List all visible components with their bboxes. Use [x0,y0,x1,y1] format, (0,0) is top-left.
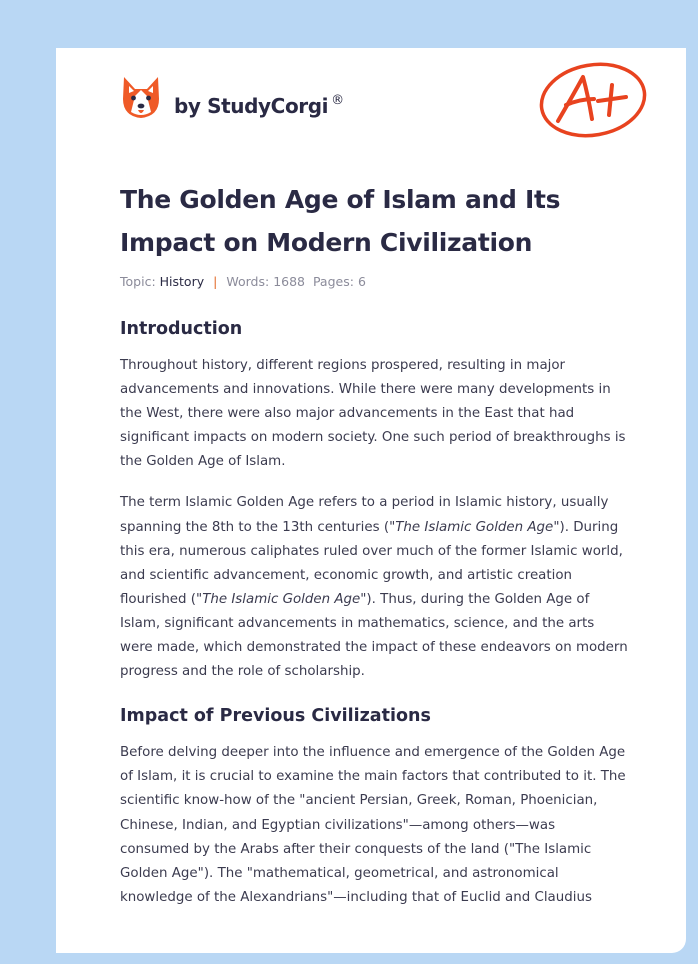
section-heading-introduction: Introduction [120,319,243,339]
essay-meta [120,274,628,289]
pages-label: Pages: [312,274,354,289]
essay-content [120,178,628,910]
corgi-logo-icon[interactable] [120,75,162,121]
pages-count: 6 [357,274,366,289]
registered-mark: ® [331,93,344,108]
document-card [56,48,686,953]
paragraph: The term Islamic Golden Age refers to a period in Islamic history, usually spanning the 8th to the 13th centuries ("The Islamic Golden Age"). During this era, numerous caliphates ruled over much of the former Islamic world, and scientific advancement, economic growth, and artistic creation flourished ("The Islamic Golden Age"). Thus, during the Golden Age of Islam, significant advancements in mathematics, science, and the arts were made, which demonstrated the impact of these endeavors on modern progress and the role of scholarship. [120,495,628,680]
page-header [56,48,686,168]
topic-link[interactable]: History [159,274,205,289]
words-count: 1688 [273,274,305,289]
words-label: Words: [226,274,270,289]
topic-label: Topic: [120,274,156,289]
citation: The Islamic Golden Age [202,591,361,607]
section-heading-previous-civilizations: Impact of Previous Civilizations [120,706,431,727]
brand-name[interactable]: by StudyCorgi ® [174,93,344,118]
paragraph: Before delving deeper into the influence and emergence of the Golden Age of Islam, it is crucial to examine the main factors that contributed to it. The scientific know-how of the "ancient Persian, Greek, Roman, Phoenician, Chinese, Indian, and Egyptian civilizations"—among others—was consumed by the Arabs after their conquests of the land ("The Islamic Golden Age"). The "mathematical, geometrical, and astronomical knowledge of the Alexandrians"—including that of Euclid and Claudius [120,745,626,905]
essay-title: The Golden Age of Islam and Its Impact on Modern Civilization [120,185,561,257]
paragraph: Throughout history, different regions prospered, resulting in major advancements and innovations. While there were many developments in the West, there were also major advancements in the East that had significant impacts on modern society. One such period of breakthroughs is the Golden Age of Islam. [120,358,626,470]
meta-separator: | [213,274,218,289]
a-plus-grade-icon [536,59,650,141]
citation: The Islamic Golden Age [395,519,554,535]
